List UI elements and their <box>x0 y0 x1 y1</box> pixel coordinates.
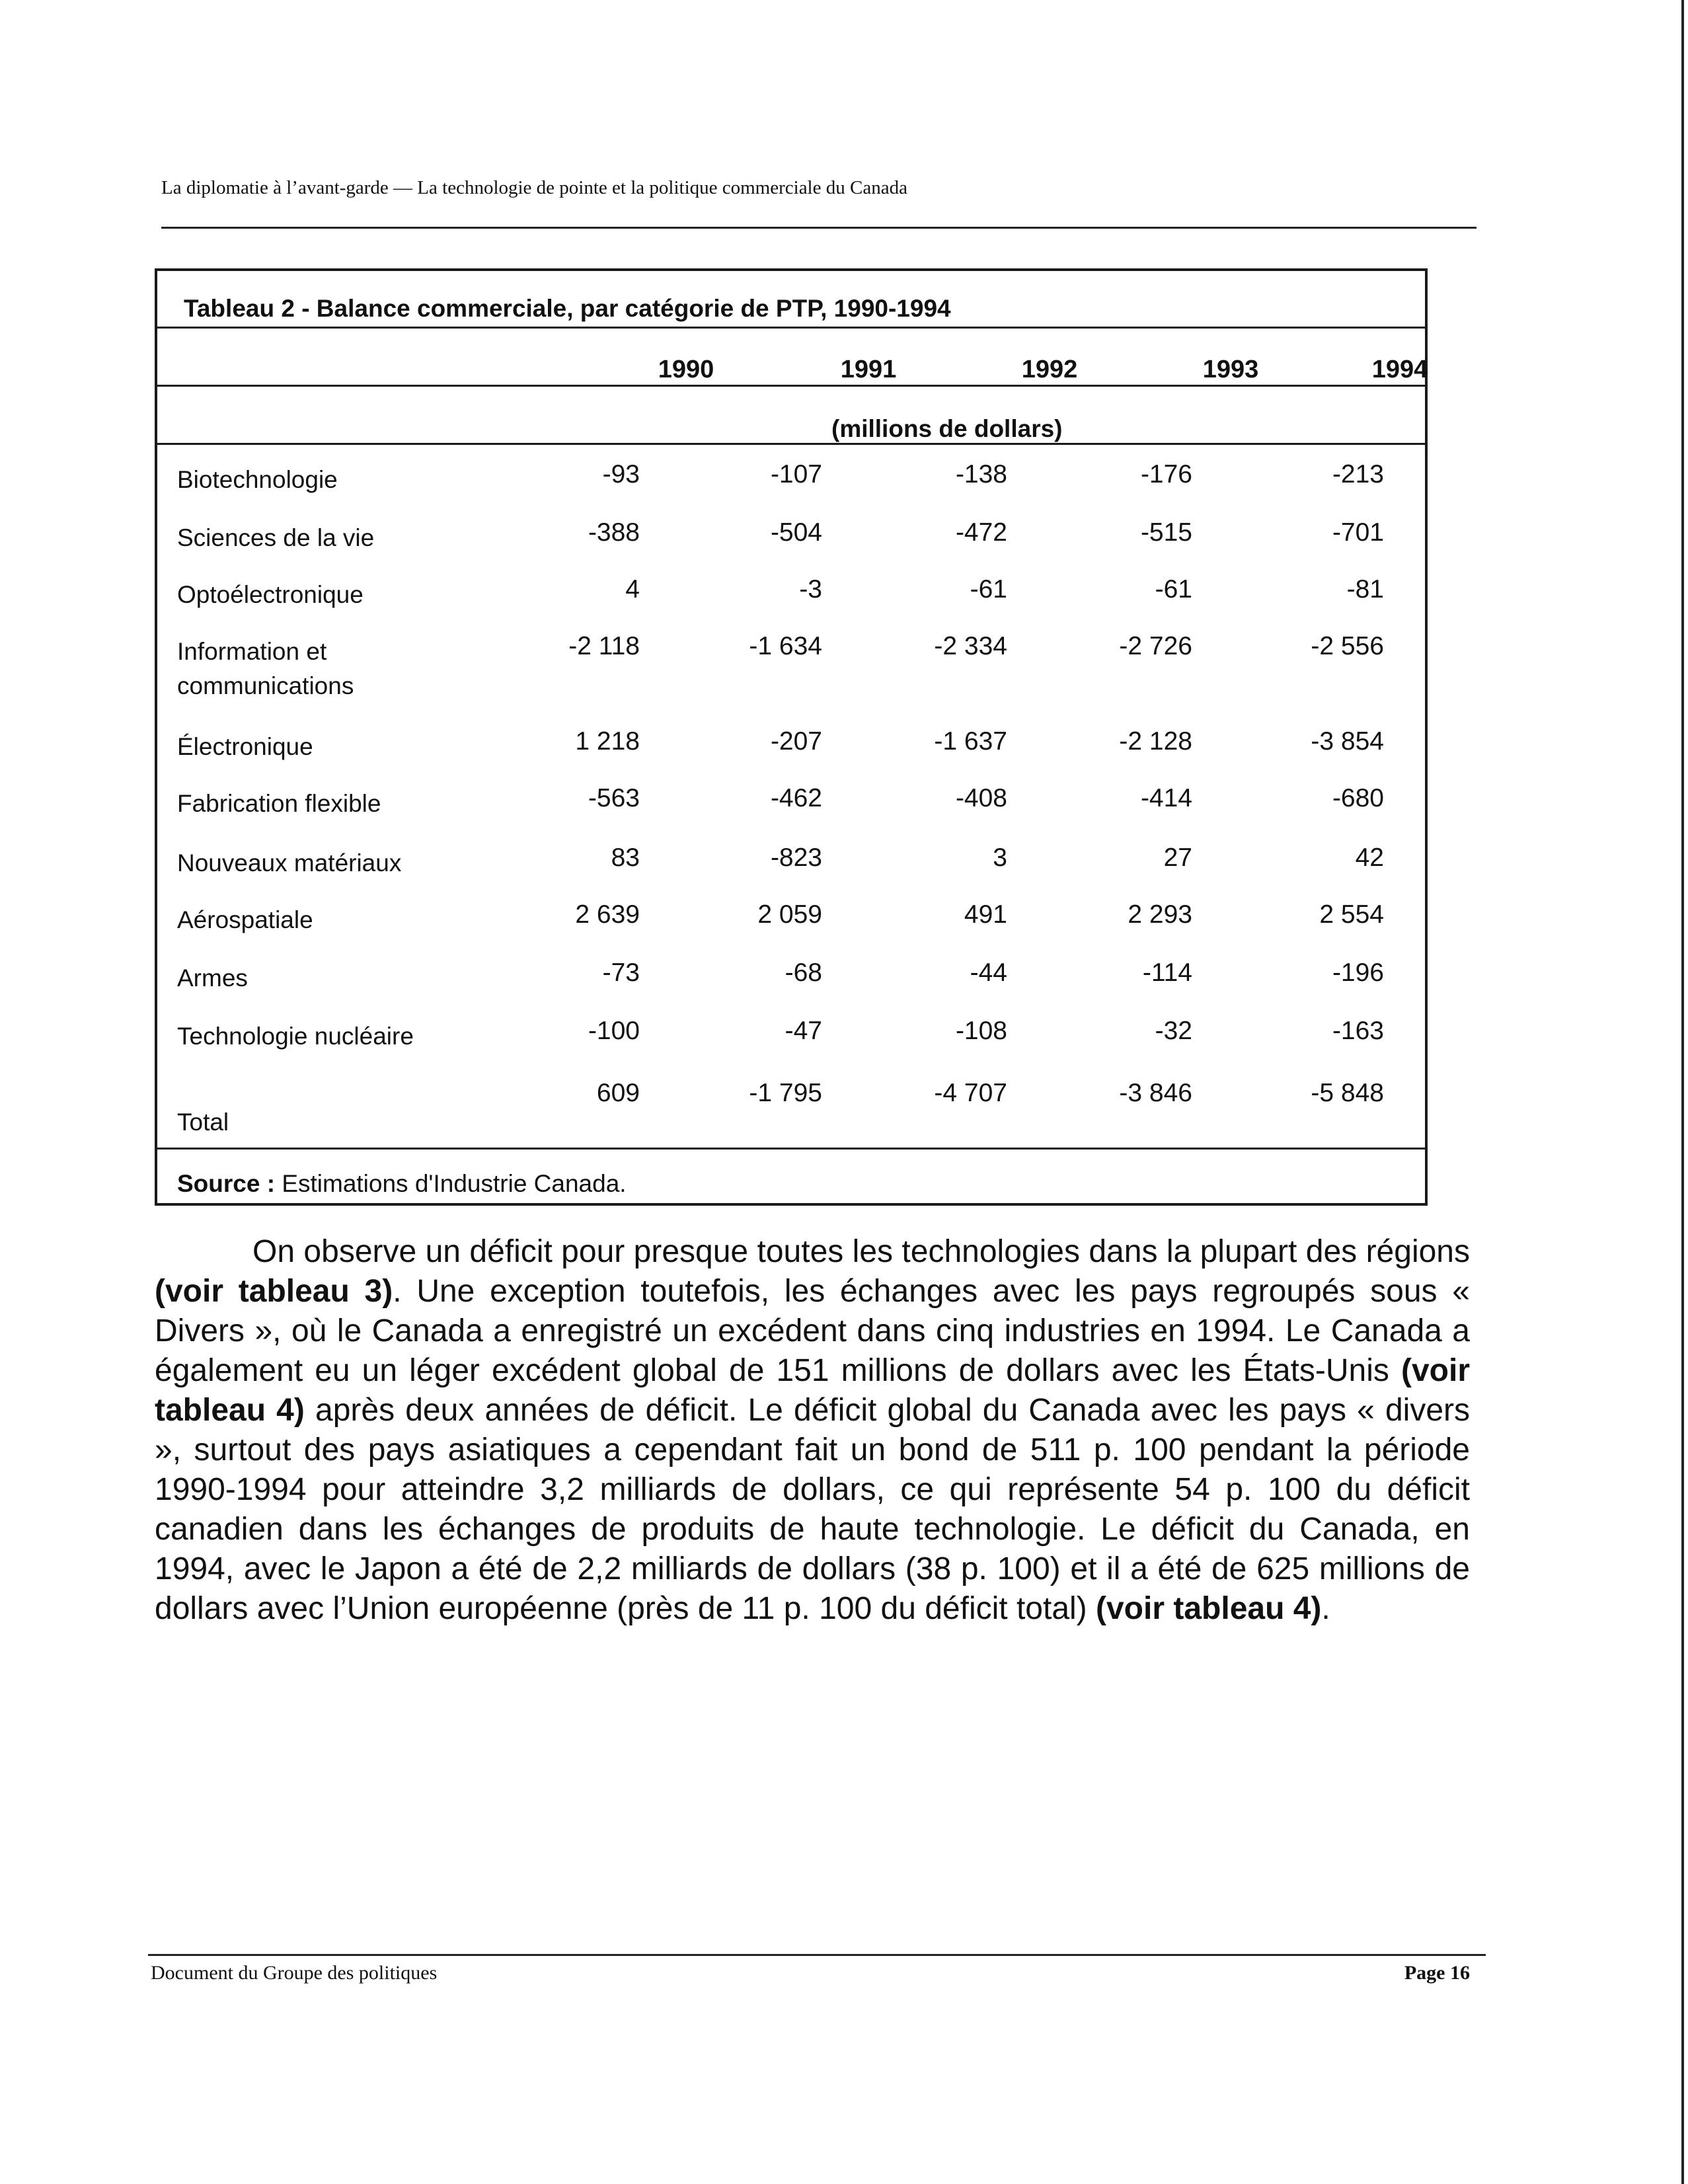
body-paragraph <box>155 1232 1470 1629</box>
table-cell: -81 <box>1346 575 1384 604</box>
table-cell: -138 <box>955 460 1007 488</box>
table-cell: -73 <box>602 958 640 987</box>
table-reference: (voir tableau 3) <box>155 1274 393 1309</box>
row-label: Sciences de la vie <box>177 524 375 551</box>
table-cell: -472 <box>955 518 1007 547</box>
source-text: Estimations d'Industrie Canada. <box>282 1170 627 1197</box>
table-cell: -207 <box>770 727 822 756</box>
table-title: Tableau 2 - Balance commerciale, par catégorie de PTP, 1990-1994 <box>184 295 951 322</box>
total-cell: -5 848 <box>1311 1079 1384 1107</box>
table-cell: -388 <box>588 518 640 547</box>
source-label: Source : <box>177 1170 276 1197</box>
table-reference: (voir tableau 4) <box>1096 1591 1322 1626</box>
table-cell: -680 <box>1332 784 1384 812</box>
table-rule <box>157 327 1425 329</box>
row-label: Information et communications <box>177 638 354 699</box>
table-cell: -515 <box>1140 518 1192 547</box>
table-cell: -3 <box>799 575 822 604</box>
table-cell: -32 <box>1155 1017 1192 1045</box>
table-cell: -61 <box>970 575 1007 604</box>
total-cell: -3 846 <box>1119 1079 1192 1107</box>
table-rule <box>157 443 1425 445</box>
body-text-segment: . <box>1321 1591 1330 1626</box>
year-header: 1991 <box>840 356 897 383</box>
table-cell: -701 <box>1332 518 1384 547</box>
table-cell: -2 334 <box>934 632 1007 660</box>
table-cell: -68 <box>785 958 822 987</box>
table-cell: -408 <box>955 784 1007 812</box>
body-text-segment: après deux années de déficit. Le déficit global du Canada avec les pays « divers », surtout des pays asiatiques a cependant fait un bond de 511 p. 100 pendant la période 1990-1994 pour atteindre 3,2 milliards de dollars, ce qui représente 54 p. 100 du déficit canadien dans les échanges de produits de haute technologie. Le déficit du Canada, en 1994, avec le Japon a été de 2,2 milliards de dollars (38 p. 100) et il a été de 625 millions de dollars avec l’Union européenne (près de 11 p. 100 du déficit total) <box>155 1393 1471 1626</box>
row-label: Technologie nucléaire <box>177 1023 414 1050</box>
table-cell: -44 <box>970 958 1007 987</box>
row-label: Électronique <box>177 733 313 760</box>
year-header: 1992 <box>1021 356 1078 383</box>
table-cell: -196 <box>1332 958 1384 987</box>
table-cell: -2 726 <box>1119 632 1192 660</box>
table-cell: -61 <box>1155 575 1192 604</box>
table-cell: 2 639 <box>575 900 640 929</box>
table-cell: 491 <box>964 900 1007 929</box>
body-text-segment: On observe un déficit pour presque toutes les technologies dans la plupart des régions <box>252 1234 1470 1269</box>
table-cell: 27 <box>1163 843 1192 872</box>
table-cell: -414 <box>1140 784 1192 812</box>
table-cell: -1 634 <box>749 632 822 660</box>
table-cell: -93 <box>602 460 640 488</box>
table-cell: 2 059 <box>757 900 822 929</box>
row-label: Biotechnologie <box>177 466 338 493</box>
row-label: Fabrication flexible <box>177 790 381 817</box>
footer-rule <box>148 1954 1486 1956</box>
table-cell: -176 <box>1140 460 1192 488</box>
table-cell: 4 <box>625 575 640 604</box>
table-cell: 2 554 <box>1319 900 1384 929</box>
table-rule <box>157 385 1425 387</box>
total-row-label: Total <box>177 1109 229 1136</box>
table-cell: -213 <box>1332 460 1384 488</box>
table-cell: -504 <box>770 518 822 547</box>
header-rule <box>161 227 1477 229</box>
table-cell: -163 <box>1332 1017 1384 1045</box>
units-label: (millions de dollars) <box>831 415 1063 442</box>
total-cell: -4 707 <box>934 1079 1007 1107</box>
table-cell: -462 <box>770 784 822 812</box>
total-cell: 609 <box>596 1079 640 1107</box>
trade-balance-table <box>155 268 1428 1206</box>
table-cell: -2 556 <box>1311 632 1384 660</box>
table-cell: 1 218 <box>575 727 640 756</box>
table-cell: -2 128 <box>1119 727 1192 756</box>
table-cell: -114 <box>1142 958 1192 987</box>
table-cell: -3 854 <box>1311 727 1384 756</box>
table-rule <box>157 1148 1425 1150</box>
running-header: La diplomatie à l’avant-garde — La technologie de pointe et la politique commerciale du Canada <box>161 177 907 198</box>
table-cell: 3 <box>993 843 1007 872</box>
table-cell: -2 118 <box>568 632 640 660</box>
row-label: Optoélectronique <box>177 581 364 608</box>
scan-edge <box>1681 0 1684 2184</box>
footer-document-name: Document du Groupe des politiques <box>151 1962 438 1984</box>
table-reference: (voir tableau 4) <box>155 1353 1470 1428</box>
table-cell: 83 <box>611 843 640 872</box>
body-text-segment: . Une exception toutefois, les échanges avec les pays regroupés sous « Divers », où le Canada a enregistré un excédent dans cinq industries en 1994. Le Canada a également eu un léger excédent global de 151 millions de dollars avec les États-Unis <box>155 1274 1470 1388</box>
table-cell: -108 <box>955 1017 1007 1045</box>
table-cell: -47 <box>785 1017 822 1045</box>
table-cell: -823 <box>770 843 822 872</box>
table-cell: -563 <box>588 784 640 812</box>
table-cell: 2 293 <box>1128 900 1192 929</box>
year-header: 1990 <box>658 356 714 383</box>
table-cell: -1 637 <box>934 727 1007 756</box>
table-cell: -107 <box>770 460 822 488</box>
table-cell: 42 <box>1355 843 1384 872</box>
row-label: Armes <box>177 964 248 992</box>
table-cell: -100 <box>588 1017 640 1045</box>
row-label: Nouveaux matériaux <box>177 849 402 877</box>
table-source <box>177 1170 627 1198</box>
total-cell: -1 795 <box>749 1079 822 1107</box>
page-number: Page 16 <box>1404 1962 1470 1984</box>
row-label: Aérospatiale <box>177 906 313 933</box>
year-header: 1994 <box>1371 356 1428 383</box>
year-header: 1993 <box>1202 356 1259 383</box>
